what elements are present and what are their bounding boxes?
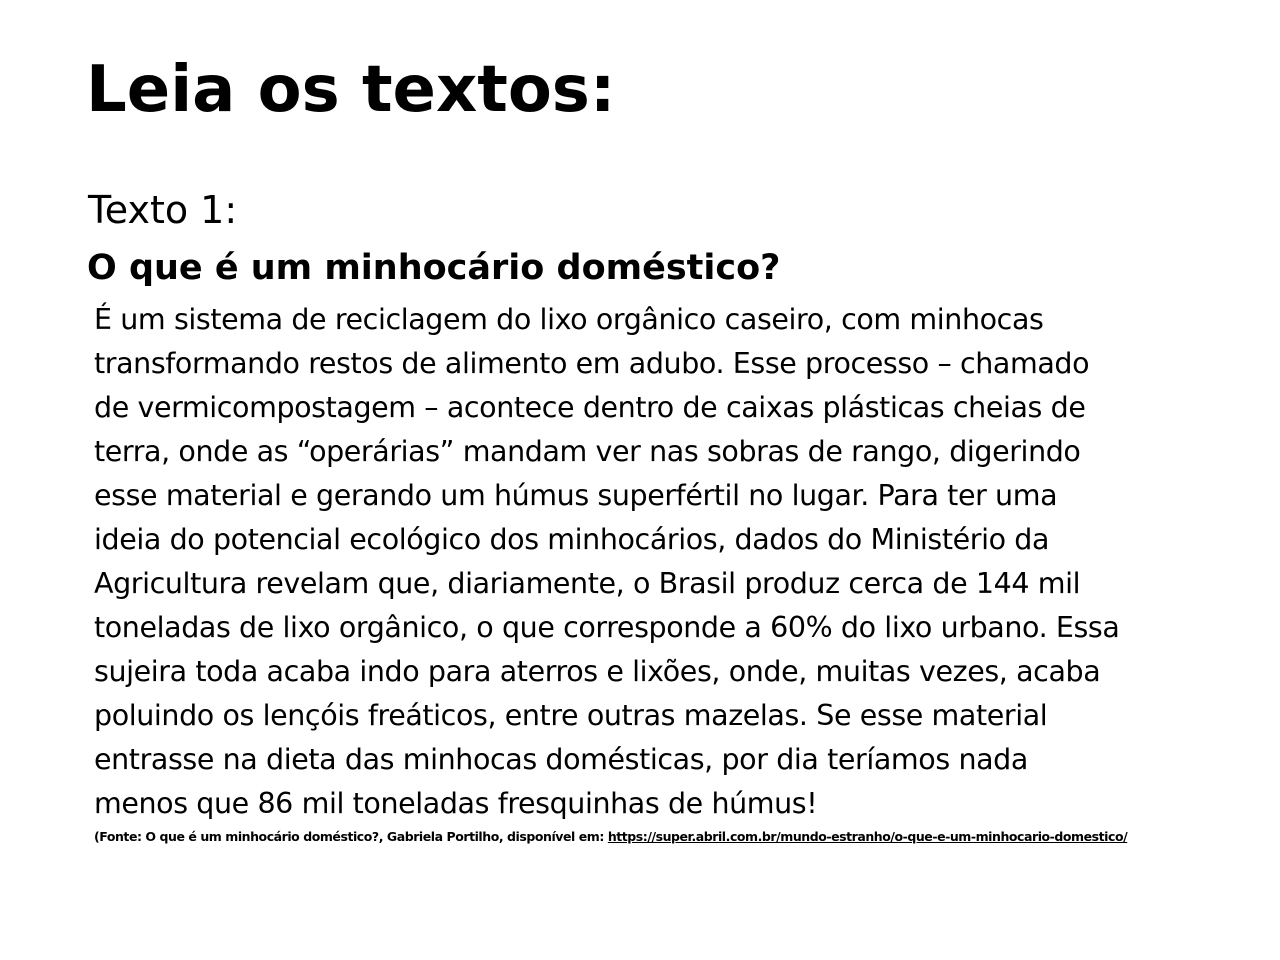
body-line: É um sistema de reciclagem do lixo orgânico caseiro, com minhocas <box>94 303 1044 336</box>
article-title: O que é um minhocário doméstico? <box>87 248 781 288</box>
section-label: Texto 1: <box>88 188 238 232</box>
body-line: esse material e gerando um húmus superfértil no lugar. Para ter uma <box>94 479 1058 512</box>
body-line: transformando restos de alimento em adubo. Esse processo – chamado <box>94 347 1090 380</box>
body-line: entrasse na dieta das minhocas domésticas, por dia teríamos nada <box>94 743 1028 776</box>
body-line: menos que 86 mil toneladas fresquinhas de húmus! <box>94 787 818 820</box>
body-line: terra, onde as “operárias” mandam ver nas sobras de rango, digerindo <box>94 435 1081 468</box>
body-line: ideia do potencial ecológico dos minhocários, dados do Ministério da <box>94 523 1050 556</box>
page-title: Leia os textos: <box>86 53 616 127</box>
source-citation <box>94 827 1127 847</box>
source-prefix: (Fonte: O que é um minhocário doméstico?, Gabriela Portilho, disponível em: <box>94 829 608 844</box>
body-line: sujeira toda acaba indo para aterros e lixões, onde, muitas vezes, acaba <box>94 655 1101 688</box>
body-line: poluindo os lençóis freáticos, entre outras mazelas. Se esse material <box>94 699 1048 732</box>
body-line: toneladas de lixo orgânico, o que corresponde a 60% do lixo urbano. Essa <box>94 611 1120 644</box>
source-link[interactable]: https://super.abril.com.br/mundo-estranho/o-que-e-um-minhocario-domestico/ <box>607 829 1128 844</box>
body-line: de vermicompostagem – acontece dentro de caixas plásticas cheias de <box>94 391 1086 424</box>
body-line: Agricultura revelam que, diariamente, o Brasil produz cerca de 144 mil <box>94 567 1081 600</box>
article-body <box>94 298 1234 826</box>
